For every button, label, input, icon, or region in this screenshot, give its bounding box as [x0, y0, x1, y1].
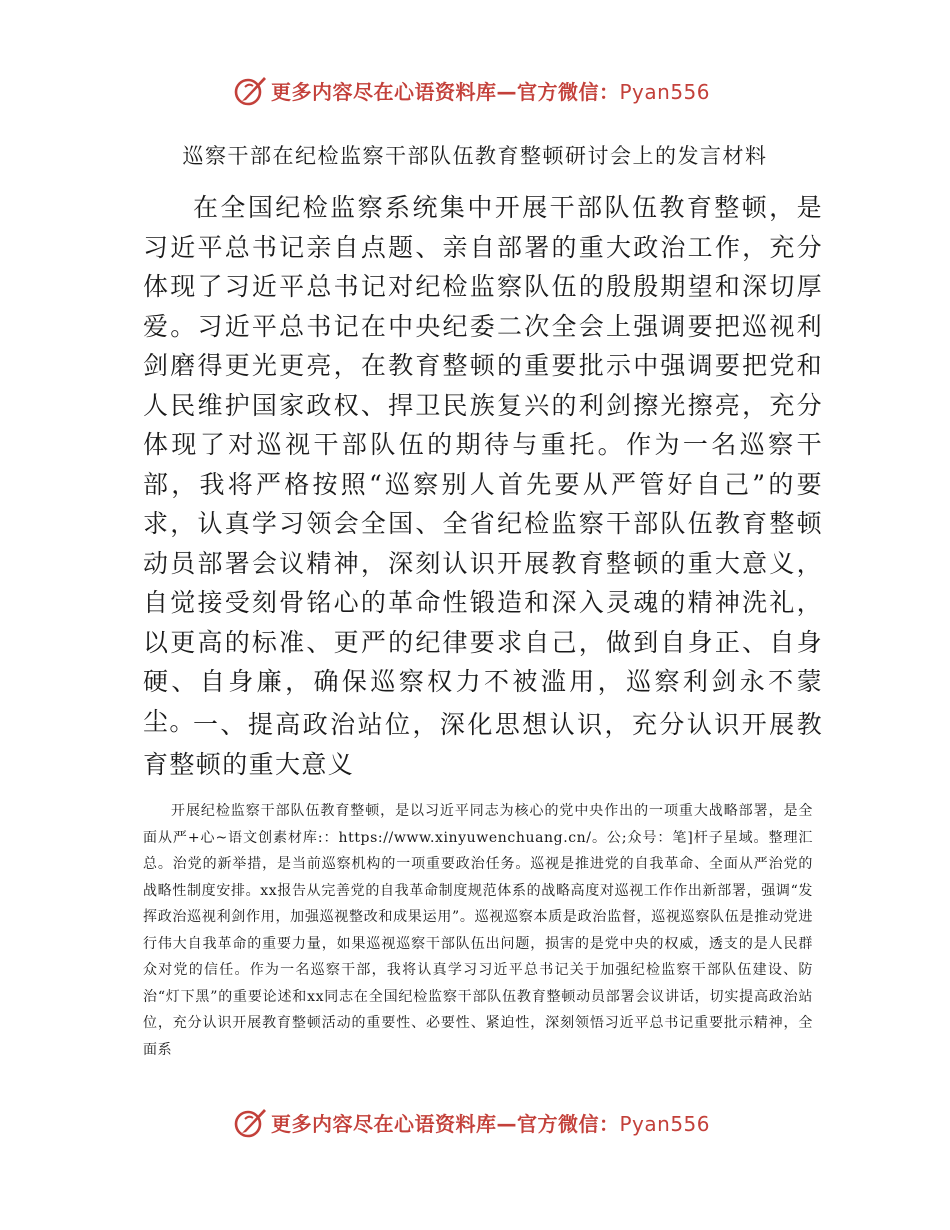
quill-logo-icon [233, 1105, 267, 1139]
paragraph-text: 在全国纪检监察系统集中开展干部队伍教育整顿，是习近平总书记亲自点题、亲自部署的重大政治工作，充分体现了习近平总书记对纪检监察队伍的殷殷期望和深切厚爱。习近平总书记在中央纪委二次全会上强调要把巡视利剑磨得更光更亮，在教育整顿的重要批示中强调要把党和人民维护国家政权、捍卫民族复兴的利剑擦光擦亮，充分体现了对巡视干部队伍的期待与重托。作为一名巡察干部，我将严格按照“巡察别人首先要从严管好自己”的要求，认真学习领会全国、全省纪检监察干部队伍教育整顿动员部署会议精神，深刻认识开展教育整顿的重大意义，自觉接受刻骨铭心的革命性锻造和深入灵魂的精神洗礼，以更高的标准、更严的纪律要求自己，做到自身正、自身硬、自身廉，确保巡察权力不被滥用，巡察利剑永不蒙尘。 [143, 193, 823, 736]
body-paragraph-2 [143, 798, 813, 1063]
section-heading-1 [143, 705, 823, 784]
quill-logo-icon [233, 73, 267, 107]
paragraph-text: 开展纪检监察干部队伍教育整顿，是以习近平同志为核心的党中央作出的一项重大战略部署，是全面从严+心~语文创素材库:：https://www.xinyuwenchuang.cn/。公;众号：笔]杆子星域。整理汇总。治党的新举措，是当前巡察机构的一项重要政治任务。巡视是推进党的自我革命、全面从严治党的战略性制度安排。xx报告从完善党的自我革命制度规范体系的战略高度对巡视工作作出新部署，强调“发挥政治巡视利剑作用，加强巡视整改和成果运用”。巡视巡察本质是政治监督，巡视巡察队伍是推动党进行伟大自我革命的重要力量，如果巡视巡察干部队伍出问题，损害的是党中央的权威，透支的是人民群众对党的信任。作为一名巡察干部，我将认真学习习近平总书记关于加强纪检监察干部队伍建设、防治“灯下黑”的重要论述和xx同志在全国纪检监察干部队伍教育整顿动员部署会议讲话，切实提高政治站位，充分认识开展教育整顿活动的重要性、必要性、紧迫性，深刻领悟习近平总书记重要批示精神，全面系 [143, 803, 813, 1058]
body-paragraph-1 [143, 188, 823, 741]
footer-banner [0, 1100, 950, 1144]
document-title: 巡察干部在纪检监察干部队伍教育整顿研讨会上的发言材料 [182, 144, 768, 168]
banner-wechat: Pyan556 [619, 79, 711, 104]
header-banner [0, 68, 950, 112]
banner-text: 更多内容尽在心语资料库—官方微信：Pyan556 [271, 79, 711, 104]
heading-text: 一、提高政治站位，深化思想认识，充分认识开展教育整顿的重大意义 [143, 710, 823, 779]
banner-wechat: Pyan556 [619, 1111, 711, 1136]
banner-text: 更多内容尽在心语资料库—官方微信：Pyan556 [271, 1111, 711, 1136]
